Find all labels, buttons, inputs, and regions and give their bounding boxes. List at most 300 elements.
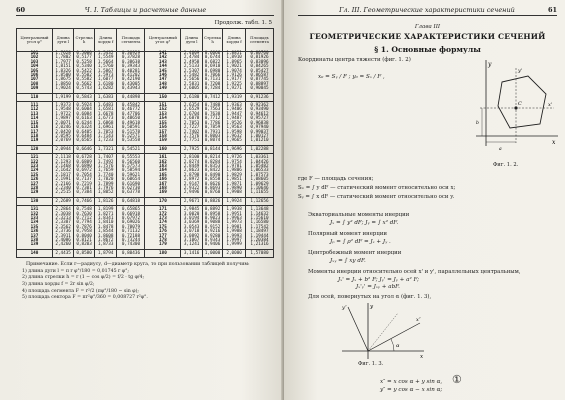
table-cell: 1,07573: [245, 174, 273, 178]
table-cell: 0,70079: [117, 226, 145, 230]
table-cell: 1,9598: [223, 131, 246, 135]
table-cell: 2,8100: [181, 156, 202, 160]
table-cell: 102: [17, 56, 53, 60]
table-cell: 0,7488: [202, 104, 222, 108]
table-cell: 170: [145, 200, 181, 206]
table-cell: 1,9447: [223, 113, 246, 117]
table-cell: 137: [17, 235, 53, 239]
col-header: Длина хорды f: [94, 29, 117, 52]
centrifugal-formula: Jₓᵧ = ∫ xy dF.: [330, 258, 366, 264]
table-cell: 3,1067: [181, 239, 202, 243]
table-cell: 103: [17, 61, 53, 65]
table-cell: 2,4958: [181, 61, 202, 65]
svg-text:y: y: [370, 304, 374, 310]
table-cell: 2,3911: [52, 235, 73, 239]
table-cell: 0,6809: [74, 161, 94, 165]
table-cell: 2,3213: [52, 217, 73, 221]
svg-text:x: x: [420, 354, 424, 360]
table-cell: 1,8851: [223, 52, 246, 57]
table-cell: 1,7659: [94, 169, 117, 173]
table-cell: 1,14632: [245, 213, 273, 217]
table-cell: 2,8972: [181, 178, 202, 182]
table-cell: 179: [145, 243, 181, 249]
table-cell: 0,43943: [117, 87, 145, 93]
table-cell: 1,06533: [245, 169, 273, 173]
table-cell: 1,11655: [245, 191, 273, 197]
table-cell: 124: [17, 169, 53, 173]
table-cell: 0,8144: [202, 148, 222, 154]
table-cell: 1,9897: [52, 117, 73, 121]
table-cell: 0,7219: [74, 183, 94, 187]
svg-text:a: a: [499, 147, 502, 152]
table-cell: 1,8544: [94, 230, 117, 234]
rotation-block: [298, 301, 557, 371]
table-cell: 1,9563: [223, 126, 246, 130]
rotation-formula-1: [298, 373, 557, 386]
table-cell: 2,7402: [181, 131, 202, 135]
table-cell: 0,47706: [117, 113, 145, 117]
table-cell: 0,7958: [74, 230, 94, 234]
table-cell: 0,6163: [74, 117, 94, 121]
table-cell: 1,5549: [94, 56, 117, 60]
parallel-formula-2: Jₓ'ᵧ' = Jₓᵧ + abF.: [356, 284, 400, 290]
table-cell: 0,5000: [74, 52, 94, 57]
table-cell: 2,5656: [181, 78, 202, 82]
table-cell: 1,03361: [245, 156, 273, 160]
table-cell: 1,08605: [245, 178, 273, 182]
table-cell: 1,6868: [94, 122, 117, 126]
col-header: Центральный угол φ°: [145, 29, 181, 52]
table-cell: 112: [17, 108, 53, 112]
note-item: 4) площадь сегмента F = r²/2 (πφ°/180 − sin φ);: [22, 288, 139, 294]
table-cell: 1,13648: [245, 208, 273, 212]
note-item: 1) длина дуги l = π r φ°/180 = 0,01745 r φ°;: [22, 268, 129, 274]
table-cell: 0,73244: [117, 239, 145, 243]
segment-table: [16, 28, 274, 258]
equatorial-formula: Jₓ = ∫ y² dF; Jᵧ = ∫ x² dF.: [330, 220, 399, 226]
table-cell: 1,5760: [94, 65, 117, 69]
table-cell: 2,8274: [181, 161, 202, 165]
table-cell: 2,2166: [52, 183, 73, 187]
table-cell: 0,81926: [245, 56, 273, 60]
col-header: Центральный угол φ°: [17, 29, 53, 52]
table-cell: 0,5340: [74, 65, 94, 69]
table-cell: 173: [145, 217, 181, 221]
table-cell: 152: [145, 108, 181, 112]
table-cell: 1,8478: [94, 226, 117, 230]
table-cell: 1,8151: [52, 65, 73, 69]
table-cell: 1,9981: [223, 226, 246, 230]
rotation-formula-2: y″ = y cos α − x sin α;: [380, 387, 443, 393]
figure-1-3-diagram: [338, 301, 428, 361]
table-cell: 0,7630: [74, 213, 94, 217]
table-cell: 3,0718: [181, 230, 202, 234]
table-cell: 157: [145, 131, 181, 135]
table-cell: 2,3562: [52, 226, 73, 230]
table-cell: 175: [145, 226, 181, 230]
table-cell: 1,0000: [202, 252, 222, 258]
table-continuation-label: Продолж. табл. 1. 5: [214, 20, 272, 26]
table-cell: 0,6890: [74, 165, 94, 169]
table-cell: 0,94612: [245, 113, 273, 117]
table-cell: 0,49618: [117, 122, 145, 126]
table-cell: 149: [145, 87, 181, 93]
table-cell: 2,6704: [181, 113, 202, 117]
table-cell: 1,8271: [94, 213, 117, 217]
table-cell: 119: [17, 139, 53, 145]
table-cell: 114: [17, 117, 53, 121]
table-header-row: [17, 29, 274, 52]
def-F: где F — площадь сечения;: [298, 176, 374, 182]
table-cell: 0,8760: [202, 191, 222, 197]
pencil-mark: ①: [451, 373, 462, 386]
table-cell: 1,15610: [245, 217, 273, 221]
table-cell: 2,2515: [52, 191, 73, 197]
table-cell: 1,9021: [223, 65, 246, 69]
svg-text:b: b: [476, 121, 479, 126]
table-cell: 1,8500: [52, 74, 73, 78]
table-cell: 0,7131: [202, 78, 222, 82]
table-cell: 117: [17, 131, 53, 135]
table-cell: 1,9781: [223, 165, 246, 169]
table-cell: 0,8353: [202, 165, 222, 169]
table-cell: 1,9526: [223, 122, 246, 126]
table-cell: 126: [17, 178, 53, 182]
table-cell: 165: [145, 174, 181, 178]
figure-1-2-diagram: [466, 58, 561, 158]
table-cell: 0,83096: [245, 61, 273, 65]
rotation-formula-1-text: x″ = x cos α + y sin α,: [380, 379, 443, 385]
table-cell: 0,6822: [202, 61, 222, 65]
table-cell: 2,5307: [181, 70, 202, 74]
equatorial-text: Экваториальные моменты инерции: [308, 212, 410, 218]
table-cell: 122: [17, 161, 53, 165]
table-cell: 0,6084: [74, 113, 94, 117]
parallel-axes-text: Моменты инерции относительно осей x' и y', параллельных центральным,: [308, 269, 521, 275]
table-cell: 0,8490: [202, 174, 222, 178]
table-cell: 1,9271: [223, 87, 246, 93]
table-cell: 2,1293: [52, 161, 73, 165]
table-cell: 0,7563: [202, 108, 222, 112]
table-cell: 0,8558: [202, 178, 222, 182]
table-cell: 2,6354: [181, 104, 202, 108]
svg-text:y″: y″: [342, 305, 347, 311]
table-row: [17, 252, 274, 258]
table-cell: 2,9322: [181, 187, 202, 191]
table-cell: 2,9671: [181, 200, 202, 206]
table-cell: 1,8410: [94, 221, 117, 225]
table-cell: 2,7576: [181, 135, 202, 139]
table-cell: 1,6961: [94, 126, 117, 130]
table-cell: 1,8850: [52, 83, 73, 87]
table-cell: 2,5831: [181, 83, 202, 87]
table-notes: [16, 262, 274, 302]
table-cell: 1,8675: [52, 78, 73, 82]
table-cell: 105: [17, 70, 53, 74]
table-cell: 0,39343: [117, 65, 145, 69]
table-cell: 2,5133: [181, 65, 202, 69]
table-cell: 1,6483: [94, 104, 117, 108]
table-cell: 0,7301: [74, 187, 94, 191]
table-cell: 1,9363: [223, 104, 246, 108]
table-cell: 0,6484: [74, 135, 94, 139]
table-cell: 169: [145, 191, 181, 197]
table-cell: 2,1468: [52, 165, 73, 169]
table-cell: 0,62730: [117, 187, 145, 191]
table-cell: 113: [17, 113, 53, 117]
table-cell: 0,61690: [117, 183, 145, 187]
table-cell: 1,9997: [223, 239, 246, 243]
table-cell: 0,8580: [74, 252, 94, 258]
table-cell: 0,53558: [117, 139, 145, 145]
table-cell: 0,95727: [245, 117, 273, 121]
table-cell: 176: [145, 230, 181, 234]
table-cell: 161: [145, 156, 181, 160]
table-cell: 1,21316: [245, 243, 273, 249]
table-cell: 2,2689: [52, 200, 73, 206]
left-running-head: [16, 6, 274, 16]
table-cell: 1,9951: [223, 213, 246, 217]
svg-text:x': x': [548, 102, 553, 108]
table-cell: 128: [17, 187, 53, 191]
table-cell: 148: [145, 83, 181, 87]
table-cell: 2,0000: [223, 252, 246, 258]
table-cell: 1,6077: [94, 78, 117, 82]
table-cell: 1,6180: [94, 83, 117, 87]
table-cell: 0,9152: [202, 226, 222, 230]
table-cell: 2,2864: [52, 208, 73, 212]
table-cell: 146: [145, 74, 181, 78]
table-cell: 0,8214: [202, 156, 222, 160]
table-cell: 0,7548: [74, 208, 94, 212]
table-cell: 2,9496: [181, 191, 202, 197]
table-cell: 142: [145, 56, 181, 60]
notes-lead: Примечание. Если r—радиусу, d—диаметр круга, то при пользовании таблицей получим:: [26, 262, 250, 268]
table-cell: 1,7976: [94, 187, 117, 191]
table-cell: 2,1817: [52, 174, 73, 178]
table-cell: 0,8040: [74, 235, 94, 239]
table-cell: 0,8121: [74, 239, 94, 243]
table-cell: 1,8672: [94, 239, 117, 243]
note-item: 2) длина стрелки h = r (1 − cos φ/2) = f/2 · tg φ/4;: [22, 275, 145, 281]
table-cell: 1,19444: [245, 235, 273, 239]
note-item: 3) длина хорды f = 2r sin φ/2;: [22, 282, 95, 288]
table-cell: 125: [17, 174, 53, 178]
table-cell: 1,05482: [245, 165, 273, 169]
table-cell: 2,6005: [181, 87, 202, 93]
table-cell: 3,0194: [181, 217, 202, 221]
svg-text:C: C: [518, 101, 522, 107]
chapter-label: Глава III: [414, 24, 441, 30]
centrifugal-text: Центробежный момент инерции: [308, 250, 402, 256]
table-cell: 158: [145, 135, 181, 139]
table-cell: 1,9319: [223, 96, 246, 102]
polar-formula: Jₚ = ∫ ρ² dF = Jₓ + Jᵧ .: [330, 239, 391, 245]
table-cell: 0,41202: [117, 74, 145, 78]
table-cell: 167: [145, 183, 181, 187]
table-cell: 1,8733: [94, 243, 117, 249]
table-cell: 0,66918: [117, 213, 145, 217]
table-cell: 101: [17, 52, 53, 57]
table-cell: 2,9845: [181, 208, 202, 212]
table-cell: 0,7284: [202, 87, 222, 93]
table-cell: 0,7712: [74, 217, 94, 221]
table-cell: 0,5924: [74, 104, 94, 108]
table-cell: 0,42190: [117, 78, 145, 82]
table-cell: 1,8965: [223, 61, 246, 65]
table-cell: 0,8203: [74, 243, 94, 249]
table-cell: 132: [17, 213, 53, 217]
table-cell: 2,0769: [52, 139, 73, 145]
table-cell: 1,8794: [94, 252, 117, 258]
table-cell: 1,16580: [245, 221, 273, 225]
table-cell: 0,93490: [245, 108, 273, 112]
table-cell: 2,4784: [181, 56, 202, 60]
chapter-title: ГЕОМЕТРИЧЕСКИЕ ХАРАКТЕРИСТИКИ СЕЧЕНИЙ: [309, 32, 546, 41]
table-cell: 3,0543: [181, 226, 202, 230]
table-cell: 1,9406: [223, 108, 246, 112]
table-cell: 177: [145, 235, 181, 239]
table-cell: 178: [145, 239, 181, 243]
table-cell: 141: [145, 52, 181, 57]
table-cell: 0,7786: [202, 122, 222, 126]
table-cell: 0,8284: [202, 161, 222, 165]
table-cell: 0,6744: [202, 56, 222, 60]
table-cell: 1,7143: [94, 135, 117, 139]
centroid-block: [298, 54, 557, 204]
table-cell: 0,48650: [117, 117, 145, 121]
table-cell: 2,4086: [52, 239, 73, 243]
table-cell: 1,9177: [223, 78, 246, 82]
table-cell: 0,8892: [202, 208, 222, 212]
table-cell: 1,9373: [52, 104, 73, 108]
table-cell: 0,6666: [202, 52, 222, 57]
table-cell: 2,0246: [52, 126, 73, 130]
table-cell: 1,04426: [245, 161, 273, 165]
col-header: Площадь сегмента: [117, 29, 145, 52]
table-cell: 0,5422: [74, 70, 94, 74]
table-cell: 127: [17, 183, 53, 187]
right-running-title: Гл. III. Геометрические характеристики сечений: [339, 6, 515, 14]
table-cell: 0,7931: [202, 131, 222, 135]
table-cell: 1,9199: [52, 96, 73, 102]
table-cell: 151: [145, 104, 181, 108]
table-cell: 0,5582: [74, 78, 94, 82]
table-cell: 0,88897: [245, 83, 273, 87]
table-cell: 1,9963: [223, 217, 246, 221]
table-cell: 2,1991: [52, 178, 73, 182]
table-cell: 135: [17, 226, 53, 230]
right-page-number: 61: [547, 6, 557, 14]
table-cell: 1,6282: [94, 87, 117, 93]
table-cell: 0,90045: [245, 87, 273, 93]
table-cell: 123: [17, 165, 53, 169]
table-cell: 1,7802: [52, 56, 73, 60]
table-cell: 159: [145, 139, 181, 145]
col-header: Длина хорды f: [223, 29, 246, 52]
table-cell: 0,71132: [117, 230, 145, 234]
table-cell: 136: [17, 230, 53, 234]
table-cell: 1,7899: [94, 183, 117, 187]
col-header: Площадь сегмента: [245, 29, 273, 52]
table-cell: 0,43005: [117, 83, 145, 87]
table-cell: 162: [145, 161, 181, 165]
table-cell: 0,86587: [245, 74, 273, 78]
table-cell: 2,7053: [181, 122, 202, 126]
table-cell: 1,9829: [223, 174, 246, 178]
table-cell: 0,84265: [245, 65, 273, 69]
table-cell: 0,6004: [74, 108, 94, 112]
table-cell: 0,67972: [117, 217, 145, 221]
table-cell: 0,6910: [202, 65, 222, 69]
table-cell: 2,5482: [181, 74, 202, 78]
table-cell: 2,8623: [181, 169, 202, 173]
table-cell: 0,7066: [202, 74, 222, 78]
table-cell: 0,7384: [74, 191, 94, 197]
table-cell: 0,65865: [117, 208, 145, 212]
table-cell: 1,7053: [94, 131, 117, 135]
table-cell: 180: [145, 252, 181, 258]
table-cell: 139: [17, 243, 53, 249]
table-cell: 0,40281: [117, 70, 145, 74]
table-cell: 0,7712: [202, 117, 222, 121]
table-cell: 130: [17, 200, 53, 206]
def-Sx: Sₓ = ∫ y dF — статический момент относительно оси x;: [298, 185, 456, 191]
table-cell: 2,9147: [181, 183, 202, 187]
table-cell: 0,54521: [117, 148, 145, 154]
table-cell: 1,8326: [52, 70, 73, 74]
table-cell: 110: [17, 96, 53, 102]
table-cell: 0,8626: [202, 183, 222, 187]
table-cell: 1,8126: [94, 200, 117, 206]
table-cell: 0,9216: [202, 230, 222, 234]
figure-1-3-caption: Фиг. 1. 3.: [358, 361, 384, 367]
table-cell: 1,7233: [94, 139, 117, 145]
table-cell: 138: [17, 239, 53, 243]
table-cell: 171: [145, 208, 181, 212]
table-cell: 0,6646: [74, 148, 94, 154]
table-cell: 0,7794: [74, 221, 94, 225]
table-cell: 1,5664: [94, 61, 117, 65]
table-cell: 0,7638: [202, 113, 222, 117]
table-body: [17, 52, 274, 258]
table-cell: 156: [145, 126, 181, 130]
table-cell: 2,7925: [181, 148, 202, 154]
table-cell: 1,7977: [52, 61, 73, 65]
right-page: [284, 0, 565, 400]
table-cell: 1,6383: [94, 96, 117, 102]
table-cell: 0,45842: [117, 104, 145, 108]
table-cell: 109: [17, 87, 53, 93]
table-cell: 1,7628: [52, 52, 73, 57]
table-cell: 1,6581: [94, 108, 117, 112]
table-cell: 0,9280: [202, 235, 222, 239]
table-cell: 0,5662: [74, 83, 94, 87]
table-cell: 107: [17, 78, 53, 82]
table-cell: 1,9806: [223, 169, 246, 173]
table-cell: 1,02288: [245, 148, 273, 154]
table-cell: 1,9726: [223, 156, 246, 160]
table-cell: 0,63778: [117, 191, 145, 197]
table-cell: 104: [17, 65, 53, 69]
table-cell: 1,8199: [94, 208, 117, 212]
table-cell: 1,09629: [245, 183, 273, 187]
table-cell: 0,51578: [117, 131, 145, 135]
table-cell: 3,0369: [181, 221, 202, 225]
table-cell: 0,6972: [74, 169, 94, 173]
table-cell: 2,6180: [181, 96, 202, 102]
table-cell: 0,9406: [202, 243, 222, 249]
